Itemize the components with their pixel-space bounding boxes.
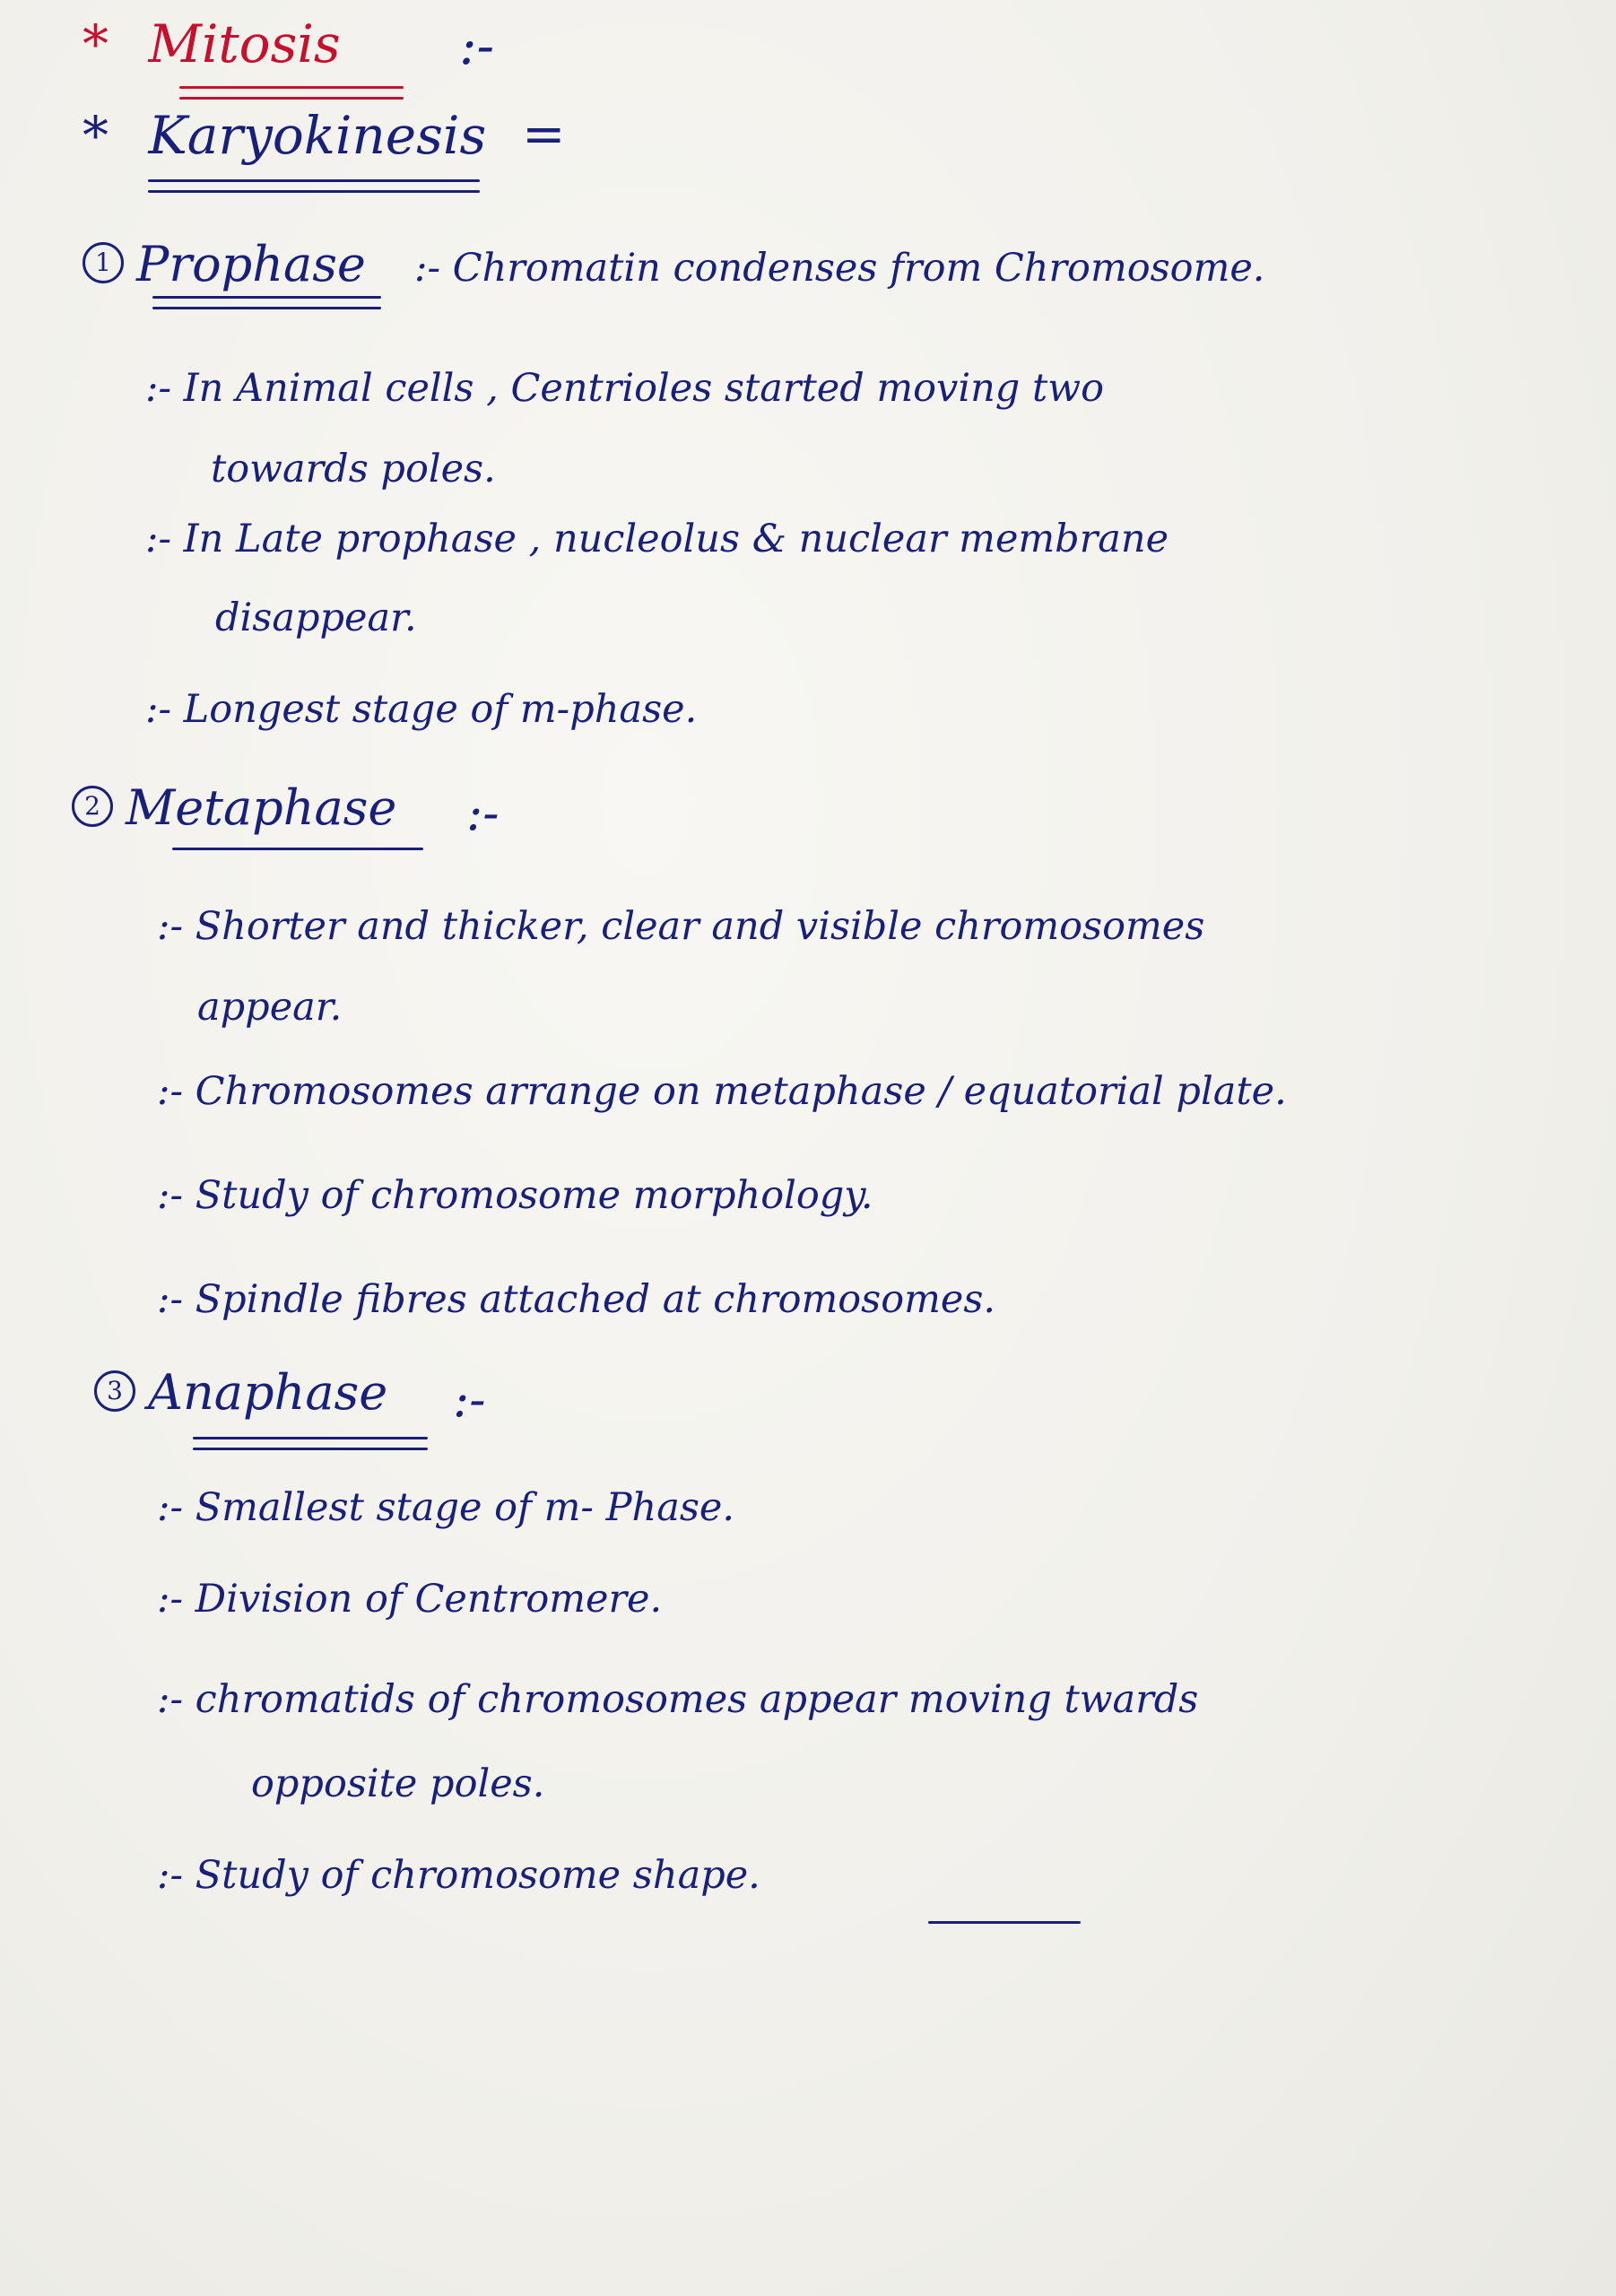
anaphase-heading-line <box>94 1364 388 1421</box>
title-text: Mitosis <box>148 13 341 74</box>
anaphase-heading-suffix: :- <box>453 1371 486 1428</box>
prophase-underline <box>152 296 381 299</box>
metaphase-point-4: :- Spindle fibres attached at chromosomes. <box>157 1277 996 1322</box>
prophase-heading-line <box>83 236 366 292</box>
anaphase-heading: Anaphase <box>148 1364 388 1421</box>
title-star: * <box>83 13 109 74</box>
title-separator: :- <box>459 15 495 76</box>
metaphase-heading-line <box>72 779 397 836</box>
anaphase-point-2: :- Division of Centromere. <box>157 1577 663 1622</box>
prophase-heading-suffix: :- Chromatin condenses from Chromosome. <box>414 246 1265 291</box>
anaphase-underline <box>193 1437 428 1439</box>
subtitle-separator: = <box>522 103 566 164</box>
subtitle-underline-2 <box>148 190 480 193</box>
anaphase-point-3: :- chromatids of chromosomes appear moving twards <box>157 1677 1199 1722</box>
metaphase-point-1-cont: appear. <box>197 985 343 1030</box>
anaphase-point-4: :- Study of chromosome shape. <box>157 1853 760 1898</box>
prophase-heading: Prophase <box>136 236 366 292</box>
metaphase-point-2: :- Chromosomes arrange on metaphase / equatorial plate. <box>157 1069 1287 1114</box>
anaphase-underline-2 <box>193 1448 428 1450</box>
metaphase-number: 2 <box>72 786 113 827</box>
title-line <box>83 13 341 74</box>
subtitle-star: * <box>83 105 109 166</box>
prophase-point-1-cont: towards poles. <box>211 447 496 491</box>
subtitle-line <box>83 105 487 166</box>
title-underline-2 <box>179 97 404 100</box>
anaphase-point-1: :- Smallest stage of m- Phase. <box>157 1485 735 1530</box>
shape-underline <box>928 1921 1081 1924</box>
anaphase-number: 3 <box>94 1370 135 1412</box>
metaphase-point-1: :- Shorter and thicker, clear and visible chromosomes <box>157 904 1205 949</box>
subtitle-text: Karyokinesis <box>148 105 487 166</box>
prophase-point-1: :- In Animal cells , Centrioles started moving two <box>145 366 1104 411</box>
metaphase-heading-suffix: :- <box>466 785 500 841</box>
anaphase-point-3-cont: opposite poles. <box>251 1761 545 1806</box>
metaphase-heading: Metaphase <box>126 779 397 836</box>
prophase-point-3: :- Longest stage of m-phase. <box>145 687 698 732</box>
subtitle-underline <box>148 179 480 182</box>
prophase-number: 1 <box>83 242 124 283</box>
prophase-point-2: :- In Late prophase , nucleolus & nuclear membrane <box>145 517 1169 561</box>
prophase-point-2-cont: disappear. <box>215 596 417 640</box>
metaphase-underline <box>172 848 423 850</box>
prophase-underline-2 <box>152 307 381 309</box>
metaphase-point-3: :- Study of chromosome morphology. <box>157 1173 873 1218</box>
title-underline <box>179 86 404 89</box>
